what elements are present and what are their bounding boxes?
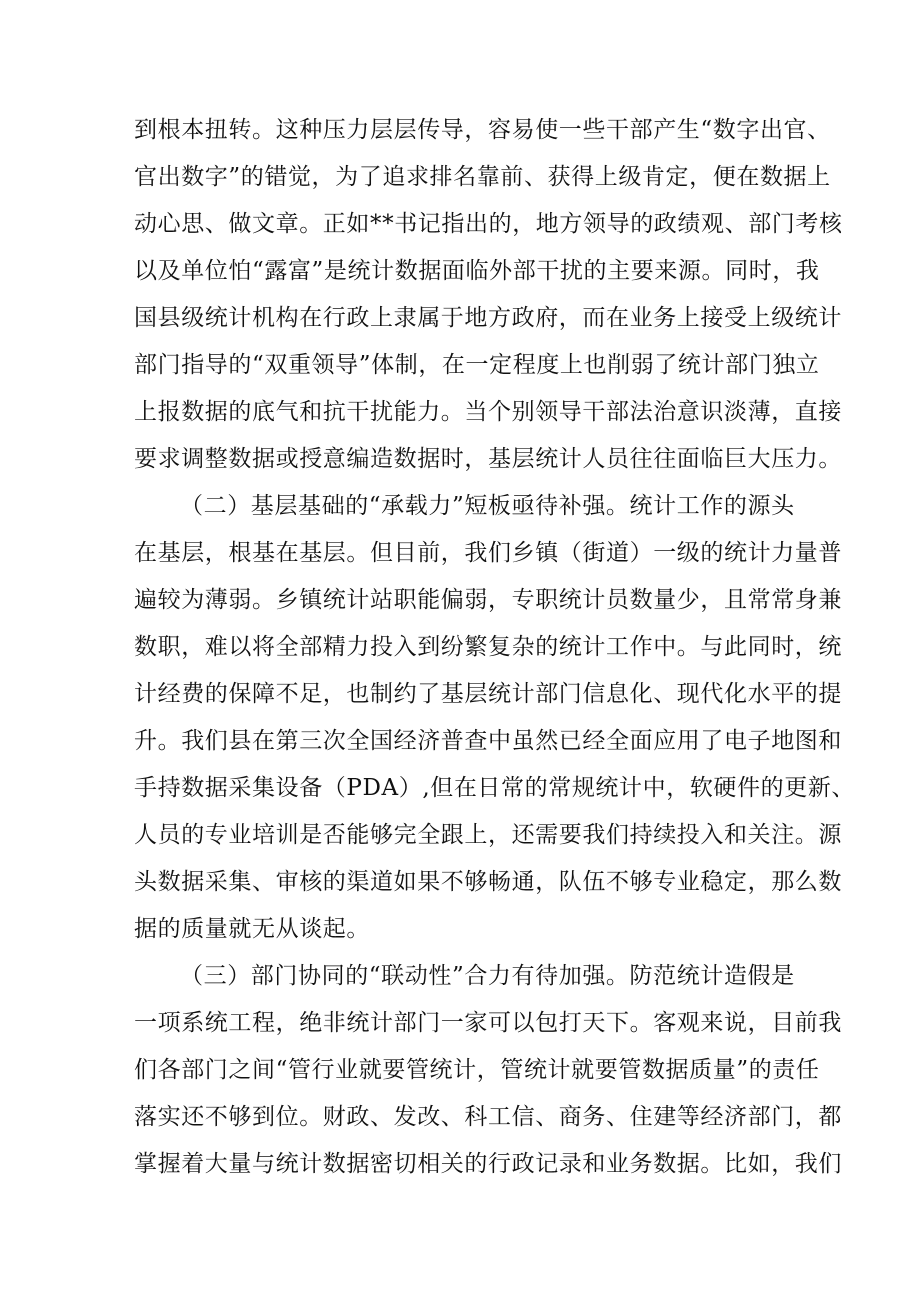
text-line: 遍较为薄弱。乡镇统计站职能偏弱，专职统计员数量少，且常常身兼	[134, 587, 842, 613]
text-line: 头数据采集、审核的渠道如果不够畅通，队伍不够专业稳定，那么数	[134, 869, 842, 895]
text-line: 上报数据的底气和抗干扰能力。当个别领导干部法治意识淡薄，直接	[134, 399, 842, 425]
text-line: 以及单位怕“露富”是统计数据面临外部干扰的主要来源。同时，我	[134, 258, 820, 284]
text-line: 手持数据采集设备（PDA）,但在日常的常规统计中，软硬件的更新、	[134, 775, 856, 801]
text-line: 部门指导的“双重领导”体制，在一定程度上也削弱了统计部门独立	[134, 352, 820, 378]
text-line: 动心思、做文章。正如**书记指出的，地方领导的政绩观、部门考核	[134, 211, 843, 237]
text-line: 官出数字”的错觉，为了追求排名靠前、获得上级肯定，便在数据上	[134, 164, 831, 190]
text-line: 升。我们县在第三次全国经济普查中虽然已经全面应用了电子地图和	[134, 728, 842, 754]
text-line: 国县级统计机构在行政上隶属于地方政府，而在业务上接受上级统计	[134, 305, 842, 331]
text-line: 计经费的保障不足，也制约了基层统计部门信息化、现代化水平的提	[134, 681, 842, 707]
text-line: 落实还不够到位。财政、发改、科工信、商务、住建等经济部门，都	[134, 1104, 842, 1130]
text-line: 人员的专业培训是否能够完全跟上，还需要我们持续投入和关注。源	[134, 822, 842, 848]
text-line: 数职，难以将全部精力投入到纷繁复杂的统计工作中。与此同时，统	[134, 634, 842, 660]
text-line: 一项系统工程，绝非统计部门一家可以包打天下。客观来说，目前我	[134, 1010, 842, 1036]
section-heading-line: （二）基层基础的“承载力”短板亟待补强。统计工作的源头	[180, 493, 795, 519]
section-heading-line: （三）部门协同的“联动性”合力有待加强。防范统计造假是	[180, 963, 795, 989]
text-line: 们各部门之间“管行业就要管统计，管统计就要管数据质量”的责任	[134, 1057, 820, 1083]
text-line: 到根本扭转。这种压力层层传导，容易使一些干部产生“数字出官、	[134, 117, 831, 143]
text-line: 据的质量就无从谈起。	[134, 916, 370, 942]
text-line: 在基层，根基在基层。但目前，我们乡镇（街道）一级的统计力量普	[134, 540, 842, 566]
text-line: 要求调整数据或授意编造数据时，基层统计人员往往面临巨大压力。	[134, 446, 842, 472]
text-line: 掌握着大量与统计数据密切相关的行政记录和业务数据。比如，我们	[134, 1151, 842, 1177]
